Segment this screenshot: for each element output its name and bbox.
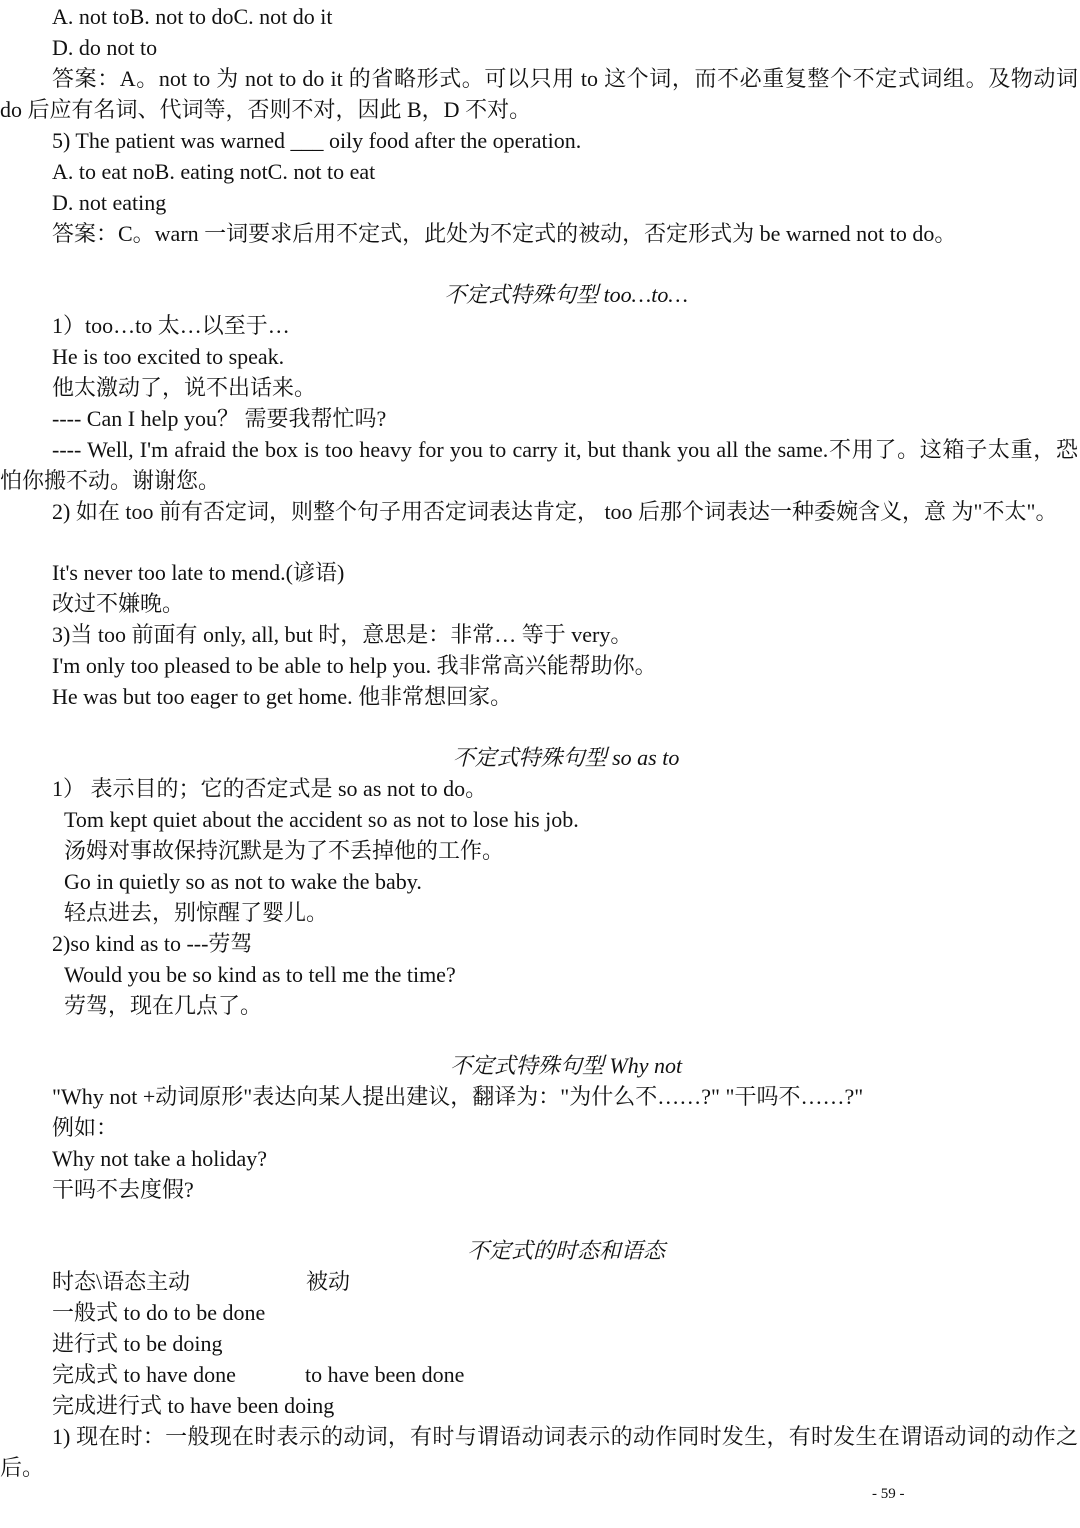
- example-sentence: I'm only too pleased to be able to help you. 我非常高兴能帮助你。: [52, 653, 657, 678]
- example-sentence: Go in quietly so as not to wake the baby.: [64, 869, 422, 894]
- tense-table-header: [52, 1266, 1080, 1297]
- example-sentence: Would you be so kind as to tell me the time?: [64, 962, 456, 987]
- dialogue-line: ---- Well, I'm afraid the box is too heavy for you to carry it, but thank you all the same.不用了。这箱子太重，恐怕你搬不动。谢谢您。: [0, 437, 1078, 493]
- answer-options-line: A. not toB. not to doC. not do it: [52, 4, 333, 29]
- section-heading: 不定式特殊句型 Why not: [449, 1053, 683, 1078]
- page-number: - 59 -: [872, 1486, 905, 1502]
- example-translation: 改过不嫌晚。: [52, 591, 185, 616]
- table-header-cell: 被动: [306, 1269, 351, 1294]
- table-header-cell: 时态\语态主动: [52, 1269, 191, 1294]
- section-heading: 不定式的时态和语态: [466, 1238, 665, 1263]
- rule-item: 1） 表示目的；它的否定式是 so as not to do。: [52, 776, 488, 801]
- answer-option-d: D. do not to: [52, 35, 158, 60]
- answer-explanation: 答案：A。not to 为 not to do it 的省略形式。可以只用 to 这个词，而不必重复整个不定式词组。及物动词 do 后应有名词、代词等，否则不对，因此 B，D 不对。: [0, 66, 1078, 122]
- example-sentence: Tom kept quiet about the accident so as not to lose his job.: [64, 807, 579, 832]
- question-5: 5) The patient was warned ___ oily food after the operation.: [52, 128, 582, 153]
- tense-table-row: 一般式 to do to be done: [52, 1300, 266, 1325]
- table-cell: to have been done: [305, 1362, 465, 1387]
- example-translation: 汤姆对事故保持沉默是为了不丢掉他的工作。: [64, 838, 505, 863]
- example-sentence: Why not take a holiday?: [52, 1146, 268, 1171]
- table-cell: 完成式 to have done: [52, 1362, 236, 1387]
- example-translation: 干吗不去度假?: [52, 1177, 194, 1202]
- answer-options-line: A. to eat noB. eating notC. not to eat: [52, 159, 376, 184]
- rule-item: 1）too…to 太…以至于…: [52, 313, 290, 338]
- example-translation: 他太激动了，说不出话来。: [52, 375, 317, 400]
- rule-item: 2) 如在 too 前有否定词，则整个句子用否定词表达肯定， too 后那个词表达一种委婉含义，意 为"不太"。: [52, 499, 1058, 524]
- example-sentence: It's never too late to mend.(谚语): [52, 560, 345, 585]
- tense-table-row: 完成进行式 to have been doing: [52, 1393, 335, 1418]
- example-translation: 轻点进去，别惊醒了婴儿。: [64, 900, 329, 925]
- section-heading: 不定式特殊句型 so as to: [452, 745, 680, 770]
- rule-item: 3)当 too 前面有 only, all, but 时，意思是：非常… 等于 very。: [52, 622, 633, 647]
- tense-table-row: [52, 1359, 1080, 1390]
- rule-item: "Why not +动词原形"表达向某人提出建议，翻译为："为什么不……?" "干吗不……?": [52, 1084, 864, 1109]
- example-sentence: He is too excited to speak.: [52, 344, 285, 369]
- example-sentence: He was but too eager to get home. 他非常想回家。: [52, 684, 513, 709]
- rule-item: 2)so kind as to ---劳驾: [52, 931, 253, 956]
- answer-option-d: D. not eating: [52, 190, 167, 215]
- tense-table-row: 进行式 to be doing: [52, 1331, 223, 1356]
- dialogue-line: ---- Can I help you？ 需要我帮忙吗?: [52, 406, 387, 431]
- answer-explanation: 答案：C。warn 一词要求后用不定式，此处为不定式的被动，否定形式为 be warned not to do。: [52, 221, 957, 246]
- rule-item: 1) 现在时：一般现在时表示的动词，有时与谓语动词表示的动作同时发生，有时发生在谓语动词的动作之后。: [0, 1424, 1078, 1480]
- section-heading: 不定式特殊句型 too…to…: [444, 282, 688, 307]
- example-label: 例如：: [52, 1115, 119, 1140]
- example-translation: 劳驾，现在几点了。: [64, 993, 263, 1018]
